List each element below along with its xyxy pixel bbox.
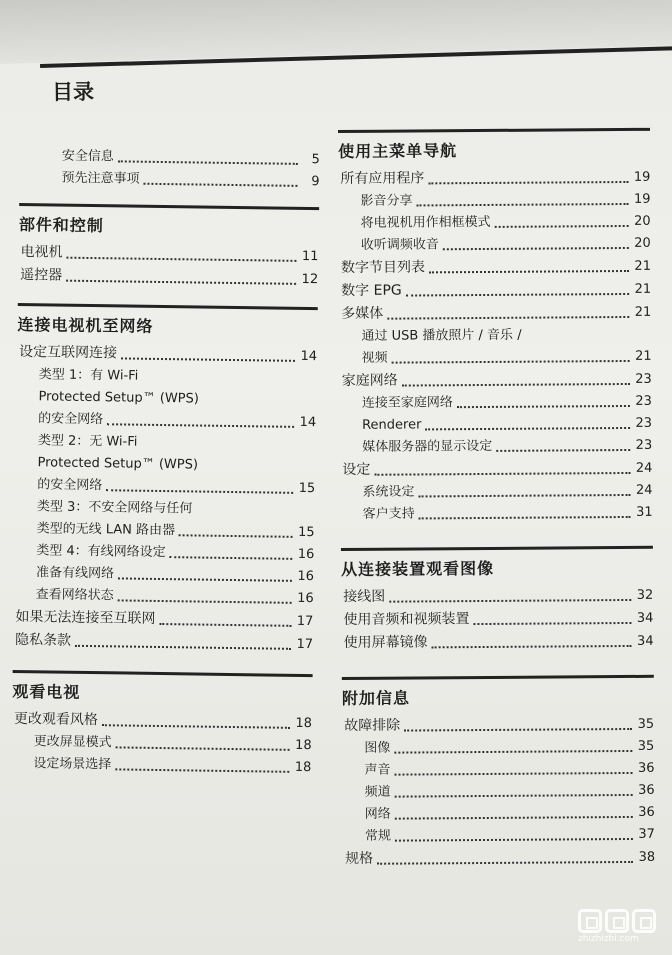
dot-leader [170,556,293,560]
dot-leader [406,293,629,297]
dot-leader [395,816,633,820]
dot-leader [115,768,289,772]
dot-leader [495,225,629,228]
toc-entry-text: 类型的无线 LAN 路由器 [36,521,176,539]
toc-entry [340,480,652,504]
toc-section [13,303,318,656]
dot-leader [425,427,630,430]
toc-entry-text: 多媒体 [341,305,384,322]
toc-section-title: 观看电视 [12,681,81,702]
toc-intro [19,145,320,193]
dot-leader [66,257,296,262]
toc-section [338,128,653,526]
dot-leader [116,746,290,750]
toc-entry-page: 37 [638,826,655,842]
toc-entry-text: 媒体服务器的显示设定 [362,438,493,455]
toc-entry-text: 准备有线网络 [35,565,115,582]
toc-entry [340,435,652,459]
toc-entry-page: 21 [634,304,652,320]
toc-entry-page: 24 [635,460,653,476]
toc-entry-text: 如果无法连接至互联网 [15,608,156,627]
dot-leader [106,489,293,494]
dot-leader [392,360,630,364]
dot-leader [404,728,632,732]
dot-leader [394,750,632,754]
toc-entry-text: 类型 2：无 Wi-Fi [37,433,138,450]
dot-leader [496,449,630,452]
toc-entry [339,301,651,326]
toc-entry [47,167,319,193]
toc-entry-page: 16 [297,590,314,607]
toc-entry-text: 通过 USB 播放照片 / 音乐 / [361,327,522,344]
toc-entry-page: 24 [635,482,653,498]
toc-entry [340,346,652,370]
toc-entry-text: 类型 3：不安全网络与任何 [36,499,193,517]
toc-entry-page: 20 [634,213,651,229]
toc-entry-page: 16 [297,546,315,563]
toc-entry-text: 数字 EPG [341,282,402,299]
toc-entry-text: 设定互联网连接 [18,344,118,362]
dot-leader [419,494,631,497]
toc-section [11,670,312,779]
toc-entry-page: 35 [637,716,655,732]
watermark-text: zhizhizhi.com [578,934,639,944]
toc-entry-text: 更改屏显模式 [33,734,112,751]
toc-entry-text: 将电视机用作相框模式 [360,214,491,231]
toc-entry [343,780,655,804]
dot-leader [387,316,629,320]
toc-entry-page: 36 [637,760,655,776]
toc-entry-page: 32 [636,587,654,603]
toc-entry-page: 11 [301,248,319,265]
dot-leader [121,357,295,361]
toc-entry-text: 的安全网络 [38,411,104,428]
page-title: 目录 [51,79,95,105]
toc-entry [339,278,651,303]
toc-entry-text: 家庭网络 [341,372,398,389]
toc-entry [341,502,653,526]
dot-leader [159,623,291,627]
dot-leader [102,724,290,729]
toc-entry-page: 18 [295,715,313,732]
dot-leader [66,280,296,285]
toc-entry-page: 21 [634,348,652,364]
toc-entry-text: 遥控器 [20,267,63,284]
dot-leader [118,160,298,165]
dot-leader [75,645,291,650]
dot-leader [419,516,631,519]
dot-leader [118,577,292,581]
toc-left-column [11,145,320,779]
toc-entry-text: Protected Setup™ (WPS) [38,389,199,407]
toc-entry [13,629,313,656]
toc-entry [342,758,654,782]
toc-entry-page: 9 [311,174,320,190]
toc-entry [341,607,653,632]
toc-entry-text: Protected Setup™ (WPS) [37,455,199,473]
toc-entry-page: 17 [296,636,314,653]
toc-entry [339,324,651,348]
toc-entry [343,802,655,826]
toc-entry [340,457,652,482]
dot-leader [374,472,630,476]
toc-entry-page: 35 [637,738,655,754]
toc-entry-page: 16 [297,568,315,585]
toc-entry-page: 14 [299,414,317,431]
toc-entry-page: 23 [635,437,653,453]
toc-entry-text: 类型 4：有线网络设定 [36,543,166,561]
toc-entry-page: 19 [633,169,651,185]
dot-leader [432,645,632,648]
page-top-shadow [0,0,672,64]
toc-entry-text: 视频 [361,350,388,366]
toc-entry-text: 系统设定 [362,484,415,500]
toc-entry-text: 网络 [364,806,391,822]
dot-leader [457,405,630,408]
dot-leader [377,861,633,865]
toc-section-title: 从连接装置观看图像 [341,558,495,579]
dot-leader [395,794,633,798]
toc-entry-page: 19 [633,191,651,207]
toc-entry-text: Renderer [362,417,422,433]
toc-section [341,546,654,655]
toc-entry-text: 预先注意事项 [61,170,140,187]
toc-section-title: 附加信息 [341,688,411,708]
toc-entry-text: 规格 [345,850,374,867]
toc-entry [343,846,655,871]
toc-entry-text: 故障排除 [344,717,401,734]
dot-leader [395,838,633,842]
toc-entry-text: 数字节目列表 [340,259,426,276]
dot-leader [118,599,292,603]
toc-entry [340,413,652,437]
toc-section-title: 连接电视机至网络 [17,314,154,336]
toc-section [18,203,319,291]
toc-entry-page: 20 [634,235,651,251]
toc-entry-text: 接线图 [343,588,386,605]
toc-entry-page: 12 [301,271,319,288]
dot-leader [402,383,630,387]
toc-entry [11,753,311,779]
site-watermark [578,909,664,949]
toc-entry-page: 18 [294,759,312,776]
toc-entry-page: 31 [636,504,653,520]
toc-entry-text: 所有应用程序 [340,170,425,187]
dot-leader [429,270,629,273]
dot-leader [107,423,294,428]
toc-entry [343,824,655,848]
toc-entry-text: 图像 [364,740,391,756]
toc-section-title: 使用主菜单导航 [338,141,458,161]
dot-leader [417,203,629,206]
toc-entry-text: 的安全网络 [37,477,103,494]
toc-entry [342,713,654,738]
toc-entry-text: 常规 [364,828,391,844]
toc-entry-text: 类型 1：有 Wi-Fi [38,367,139,384]
toc-entry [340,391,652,415]
toc-entry-text: 影音分享 [360,193,413,209]
toc-section [342,675,655,871]
watermark-logo-icon [578,909,664,933]
toc-entry-page: 17 [296,613,314,630]
toc-entry-page: 34 [636,610,654,626]
toc-entry-page: 15 [297,524,315,541]
toc-entry [18,264,318,291]
toc-entry [341,584,653,609]
toc-entry-page: 38 [638,849,656,865]
toc-entry-page: 36 [638,782,655,798]
toc-entry-page: 21 [634,258,652,274]
dot-leader [143,183,297,187]
dot-leader [395,772,633,776]
dot-leader [428,181,628,184]
dot-leader [389,599,631,603]
dot-leader [179,534,293,538]
toc-entry-page: 23 [635,371,652,387]
toc-entry-text: 连接至家庭网络 [361,395,453,411]
toc-entry [339,255,651,280]
toc-entry-text: 安全信息 [61,148,114,165]
toc-entry-page: 34 [636,633,654,649]
toc-entry [342,736,654,760]
toc-entry-text: 查看网络状态 [35,587,114,604]
toc-entry-page: 21 [634,281,652,297]
toc-entry [342,630,654,655]
toc-entry-text: 设定场景选择 [33,756,112,773]
toc-entry-text: 使用音频和视频装置 [343,611,470,628]
toc-entry [339,233,651,257]
toc-right-column [338,128,655,871]
toc-entry-page: 5 [311,152,320,168]
toc-entry-page: 23 [635,393,652,409]
dot-leader [473,622,631,625]
toc-entry-page: 18 [294,737,312,754]
toc-entry-text: 隐私条款 [14,631,72,649]
toc-entry-page: 14 [300,348,318,365]
toc-entry [339,211,651,235]
toc-entry-text: 频道 [364,784,391,800]
toc-entry-text: 声音 [364,762,391,778]
toc-entry-text: 电视机 [20,244,63,261]
toc-entry-page: 23 [635,415,653,431]
toc-entry [338,166,650,191]
toc-entry-text: 收听调频收音 [360,237,439,253]
toc-entry-page: 15 [298,480,316,497]
toc-entry-text: 更改观看风格 [13,710,99,729]
dot-leader [443,247,629,250]
toc-entry-text: 客户支持 [362,506,415,522]
toc-entry [340,368,652,393]
toc-entry [338,189,650,213]
toc-entry-page: 36 [638,804,655,820]
toc-section-title: 部件和控制 [18,214,105,236]
toc-entry-text: 设定 [342,461,371,478]
toc-entry-text: 使用屏幕镜像 [343,634,428,651]
